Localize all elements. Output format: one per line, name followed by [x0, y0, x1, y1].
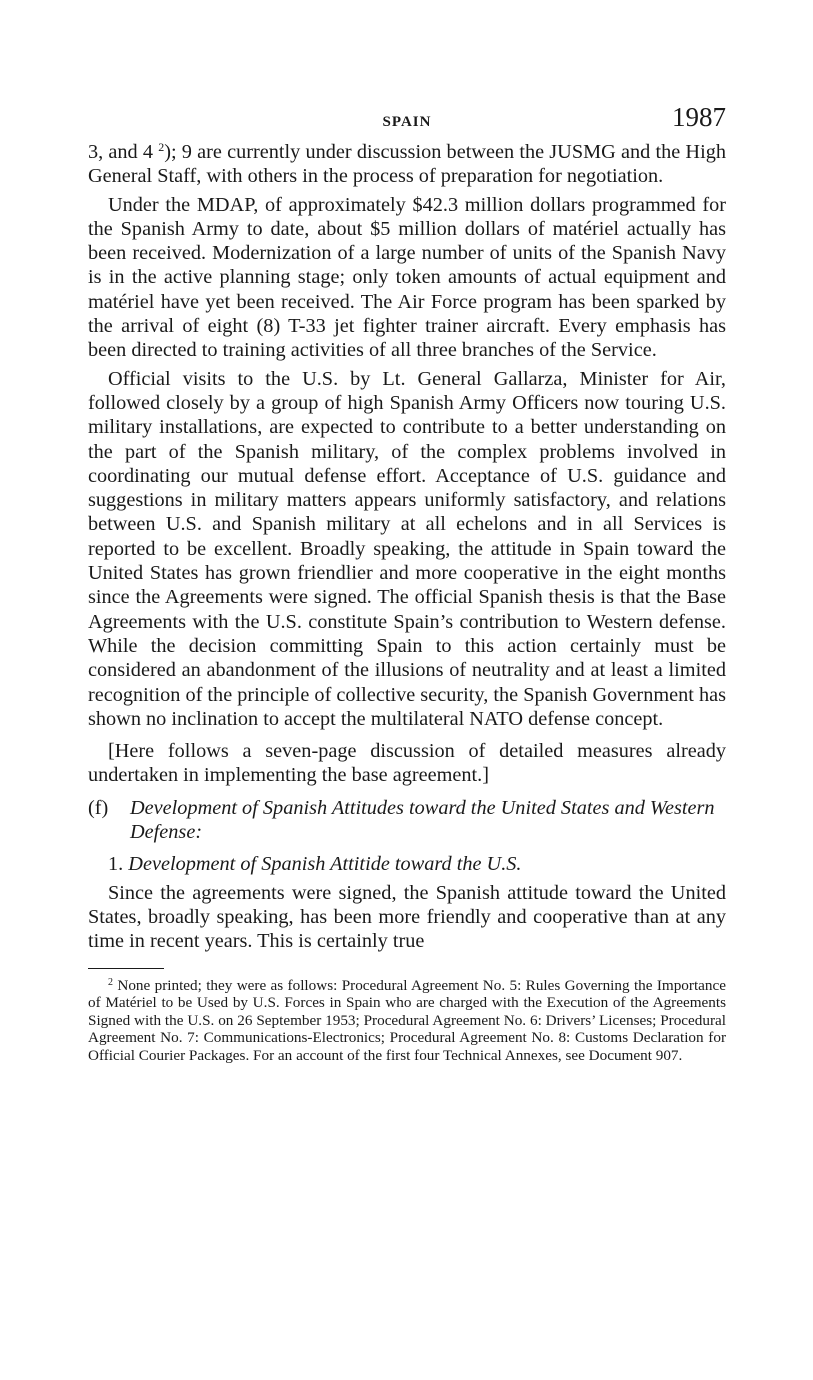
footnote-divider [88, 968, 164, 969]
paragraph-mdap: Under the MDAP, of approximately $42.3 million dollars programmed for the Spanish Army to date, about $5 million dollars of matériel actually has been received. Modernization of a large number of units of the Spanish Navy is in the active planning stage; only token amounts of actual equipment and matériel have yet been received. The Air Force program has been sparked by the arrival of eight (8) T-33 jet fighter trainer aircraft. Every emphasis has been directed to training activities of all three branches of the Service. [88, 193, 726, 362]
paragraph-official-visits: Official visits to the U.S. by Lt. General Gallarza, Minister for Air, followed closely by a group of high Spanish Army Officers now touring U.S. military installations, are expected to contribute to a better understanding on the part of the Spanish military, of the complex problems involved in coordinating our mutual defense effort. Acceptance of U.S. guidance and suggestions in military matters appears uniformly satisfactory, and relations between U.S. and Spanish military at all echelons and in all Services is reported to be excellent. Broadly speaking, the attitude in Spain toward the United States has grown friendlier and more cooperative in the eight months since the Agreements were signed. The official Spanish thesis is that the Base Agreements with the U.S. constitute Spain’s contribution to Western defense. While the decision committing Spain to this action certainly must be considered an abandonment of the illusions of neutrality and at least a limited recognition of the principle of collective security, the Spanish Government has shown no inclination to accept the multilateral NATO defense concept. [88, 367, 726, 730]
paragraph-spanish-attitude: Since the agreements were signed, the Spanish attitude toward the United States, broadly speaking, has been more friendly and cooperative than at any time in recent years. This is certainly true [88, 881, 726, 953]
document-page [88, 100, 726, 1064]
running-title: SPAIN [382, 114, 432, 130]
footnote [88, 977, 726, 1065]
subsection-heading-1 [88, 852, 726, 876]
p1-start-text: 3, and 4 [88, 141, 159, 163]
section-heading-f [88, 796, 726, 845]
paragraph-editorial-note: [Here follows a seven-page discussion of detailed measures already undertaken in implementing the base agreement.] [88, 740, 726, 787]
paragraph-continuation [88, 140, 726, 189]
p1-rest-text: ); 9 are currently under discussion between the JUSMG and the High General Staff, with others in the process of preparation for negotiation. [88, 141, 726, 188]
section-label: (f) [88, 796, 109, 819]
page-number: 1987 [672, 102, 726, 132]
footnote-reference: 2 [158, 140, 165, 154]
subsection-title: Development of Spanish Attitide toward the U.S. [128, 853, 522, 876]
subsection-label: 1. [108, 853, 124, 876]
footnote-text: None printed; they were as follows: Procedural Agreement No. 5: Rules Governing the Importance of Matériel to be Used by U.S. Forces in Spain who are charged with the Execution of the Agreements Signed with the U.S. on 26 September 1953; Procedural Agreement No. 6: Drivers’ Licenses; Procedural Agreement No. 7: Communications-Electronics; Procedural Agreement No. 8: Customs Declaration for Official Courier Packages. For an account of the first four Technical Annexes, see Document 907. [88, 976, 726, 1064]
footnote-marker: 2 [108, 976, 113, 988]
section-title: Development of Spanish Attitudes toward the United States and Western Defense: [130, 796, 715, 844]
running-header [88, 100, 726, 140]
body-text [88, 140, 726, 954]
